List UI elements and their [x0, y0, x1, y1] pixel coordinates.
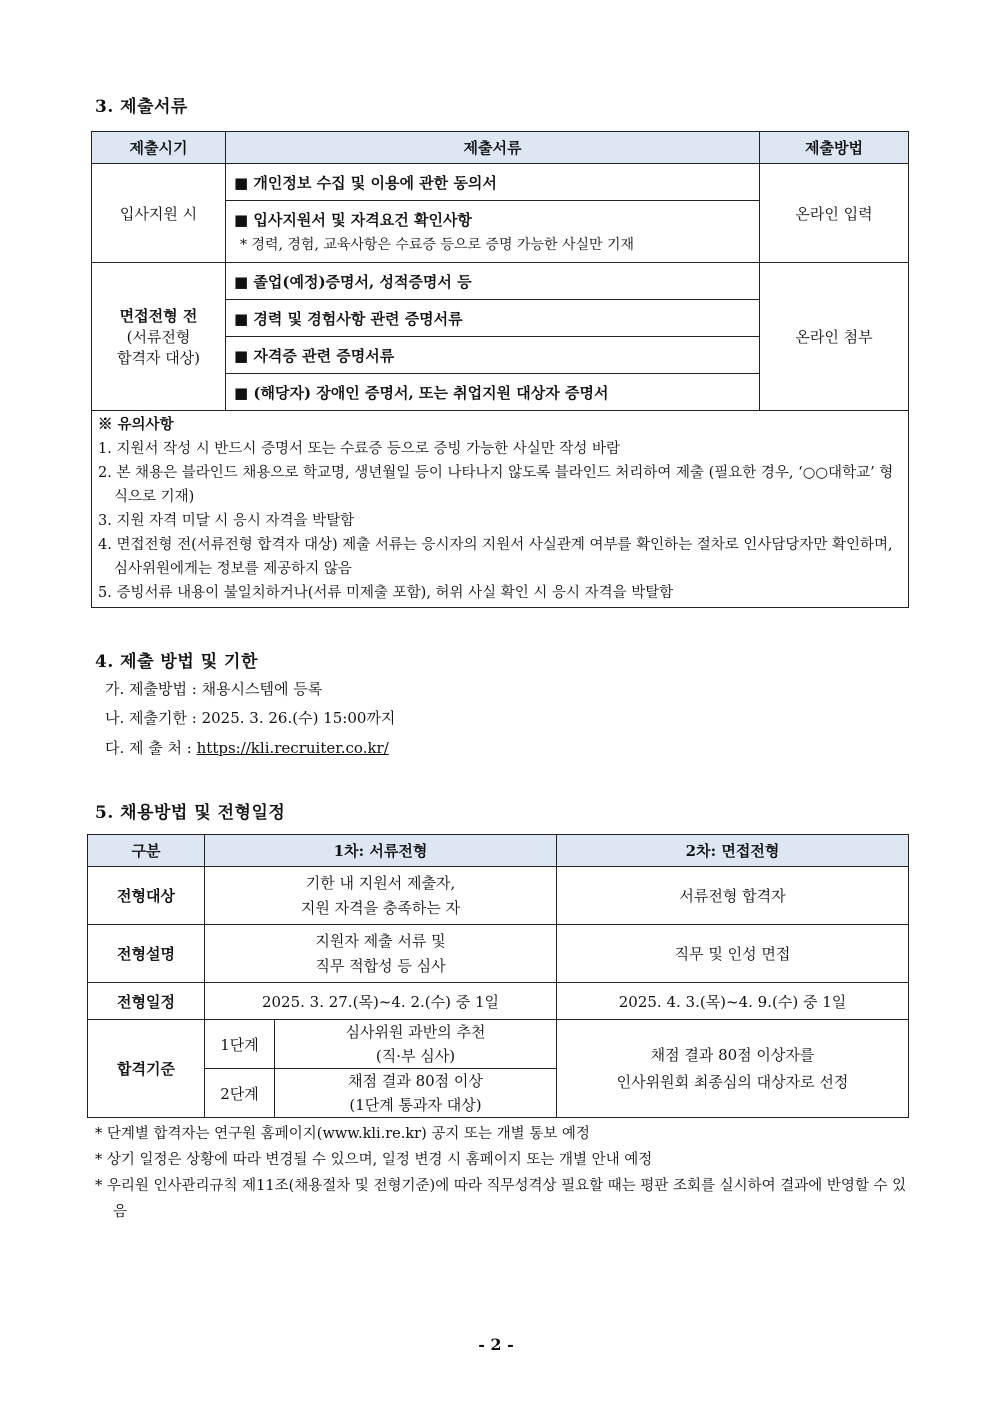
step2-line1: 채점 결과 80점 이상 [348, 1072, 483, 1090]
criteria-stage2-line1: 채점 결과 80점 이상자를 [650, 1045, 815, 1064]
doc-certificate: ■ 자격증 관련 증명서류 [226, 337, 760, 374]
submission-method: 가. 제출방법 : 채용시스템에 등록 [105, 680, 323, 698]
footnote: * 우리원 인사관리규칙 제11조(채용절차 및 전형기준)에 따라 직무성격상 필요할 때는 평판 조회를 실시하여 결과에 반영할 수 있음 [95, 1178, 907, 1220]
footnote: * 상기 일정은 상황에 따라 변경될 수 있으며, 일정 변경 시 홈페이지 또는 개별 안내 예정 [95, 1152, 653, 1168]
timing-interview-line2: (서류전형 [126, 328, 191, 346]
target-stage1-line1: 기한 내 지원서 제출자, [305, 873, 456, 892]
description-stage1-line1: 지원자 제출 서류 및 [315, 931, 446, 950]
section3-title: 3. 제출서류 [95, 97, 188, 117]
doc-graduation: ■ 졸업(예정)증명서, 성적증명서 등 [226, 263, 760, 300]
documents-table [91, 131, 909, 608]
step2-criteria [275, 1069, 557, 1118]
footnote: * 단계별 합격자는 연구원 홈페이지(www.kli.re.kr) 공지 또는 개별 통보 예정 [95, 1126, 590, 1142]
header-documents: 제출서류 [226, 132, 760, 164]
note-item: 4. 면접전형 전(서류전형 합격자 대상) 제출 서류는 응시자의 지원서 사실관계 여부를 확인하는 절차로 인사담당자만 확인하며, 심사위원에게는 정보를 제공하지 않음 [98, 537, 893, 577]
recruiter-link[interactable]: https://kli.recruiter.co.kr/ [196, 739, 389, 757]
description-stage2: 직무 및 인성 면접 [557, 925, 909, 983]
note-item: 2. 본 채용은 블라인드 채용으로 학교명, 생년월일 등이 나타나지 않도록 블라인드 처리하여 제출 (필요한 경우, ‘○○대학교’ 형식으로 기재) [98, 465, 894, 505]
step1-label: 1단계 [205, 1020, 275, 1069]
submission-deadline: 나. 제출기한 : 2025. 3. 26.(수) 15:00까지 [105, 709, 396, 727]
step1-line2: (직·부 심사) [375, 1047, 456, 1065]
doc-consent: ■ 개인정보 수집 및 이용에 관한 동의서 [226, 164, 760, 201]
step2-label: 2단계 [205, 1069, 275, 1118]
target-stage1 [205, 867, 557, 925]
doc-application: ■ 입사지원서 및 자격요건 확인사항 [234, 211, 472, 229]
criteria-stage2-line2: 인사위원회 최종심의 대상자로 선정 [616, 1072, 849, 1091]
header-timing: 제출시기 [92, 132, 226, 164]
timing-interview-line1: 면접전형 전 [119, 307, 198, 325]
method-online-input: 온라인 입력 [760, 164, 909, 263]
step2-line2: (1단계 통과자 대상) [349, 1096, 482, 1114]
note-item: 1. 지원서 작성 시 반드시 증명서 또는 수료증 등으로 증빙 가능한 사실만 작성 바람 [98, 441, 620, 457]
page-number: - 2 - [478, 1335, 514, 1354]
submission-place [105, 737, 389, 758]
row-label-target: 전형대상 [88, 867, 205, 925]
header-stage1: 1차: 서류전형 [205, 835, 557, 867]
note-item: 3. 지원 자격 미달 시 응시 자격을 박탈함 [98, 513, 355, 529]
timing-interview-cell [92, 263, 226, 411]
description-stage1-line2: 직무 적합성 등 심사 [315, 956, 446, 975]
description-stage1 [205, 925, 557, 983]
note-item: 5. 증빙서류 내용이 불일치하거나(서류 미제출 포함), 허위 사실 확인 시 응시 자격을 박탈함 [98, 585, 674, 601]
target-stage1-line2: 지원 자격을 충족하는 자 [300, 898, 461, 917]
schedule-stage2: 2025. 4. 3.(목)~4. 9.(수) 중 1일 [557, 983, 909, 1020]
doc-career: ■ 경력 및 경험사항 관련 증명서류 [226, 300, 760, 337]
header-stage2: 2차: 면접전형 [557, 835, 909, 867]
criteria-stage2 [557, 1020, 909, 1118]
notes-title: ※ 유의사항 [98, 416, 174, 433]
timing-interview-line3: 합격자 대상) [116, 349, 201, 367]
submission-place-label: 다. 제 출 처 : [105, 739, 197, 757]
row-label-criteria: 합격기준 [88, 1020, 205, 1118]
doc-application-cell [226, 201, 760, 263]
section4-title: 4. 제출 방법 및 기한 [95, 652, 258, 672]
doc-application-note: * 경력, 경험, 교육사항은 수료증 등으로 증명 가능한 사실만 기재 [240, 237, 635, 253]
row-label-schedule: 전형일정 [88, 983, 205, 1020]
row-label-description: 전형설명 [88, 925, 205, 983]
timing-application: 입사지원 시 [92, 164, 226, 263]
header-category: 구분 [88, 835, 205, 867]
selection-table [87, 834, 909, 1118]
section5-title: 5. 채용방법 및 전형일정 [95, 803, 286, 823]
doc-disability: ■ (해당자) 장애인 증명서, 또는 취업지원 대상자 증명서 [226, 374, 760, 411]
step1-criteria [275, 1020, 557, 1069]
method-online-attach: 온라인 첨부 [760, 263, 909, 411]
target-stage2: 서류전형 합격자 [557, 867, 909, 925]
step1-line1: 심사위원 과반의 추천 [345, 1023, 486, 1041]
notes-cell [92, 411, 909, 608]
header-method: 제출방법 [760, 132, 909, 164]
schedule-stage1: 2025. 3. 27.(목)~4. 2.(수) 중 1일 [205, 983, 557, 1020]
